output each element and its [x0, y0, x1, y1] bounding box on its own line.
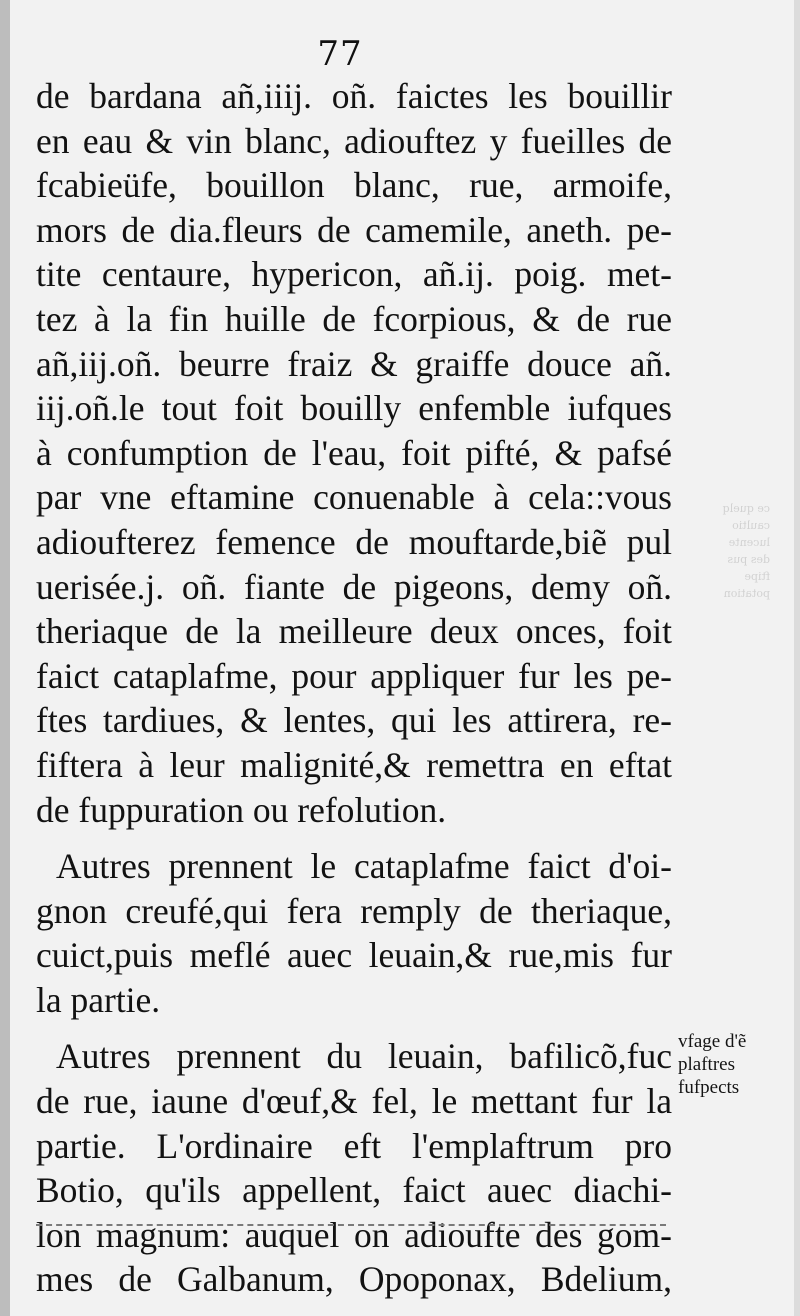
text-line: añ,iij.oñ. beurre fraiz & graiffe douce añ.	[36, 343, 672, 384]
bleed-line: des pus	[727, 553, 770, 566]
text-line: Botio, qu'ils appellent, faict auec diachi-	[36, 1170, 672, 1211]
text-line: Autres prennent du leuain, bafilicõ,fuc	[56, 1036, 672, 1077]
text-line: mors de dia.fleurs de camemile, aneth. pe-	[36, 209, 672, 250]
text-line: adioufterez femence de mouftarde,biẽ pul	[36, 521, 672, 562]
text-line: theriaque de la meilleure deux onces, foit	[36, 611, 672, 652]
bleed-line: ce quelq	[722, 502, 770, 515]
text-line: ftes tardiues, & lentes, qui les attirera, re-	[36, 700, 672, 741]
body-text	[36, 74, 672, 1302]
paragraph-gap	[36, 1022, 672, 1034]
text-line: mes de Galbanum, Opoponax, Bdelium,	[36, 1259, 672, 1300]
paragraph	[36, 1034, 672, 1302]
text-line: en eau & vin blanc, adiouftez y fueilles de	[36, 120, 672, 161]
bleed-line: caultio	[732, 519, 770, 532]
page-number: 77	[317, 34, 363, 74]
bleed-line: ftipe	[744, 570, 770, 583]
text-line: de bardana añ,iiij. oñ. faictes les bouillir	[36, 76, 672, 116]
bleed-through-text	[690, 500, 770, 640]
bleed-line: lucente	[728, 536, 770, 549]
text-line: Autres prennent le cataplafme faict d'oi-	[56, 846, 672, 887]
text-line: de rue, iaune d'œuf,& fel, le mettant fur la	[36, 1081, 672, 1122]
text-line: lon magnum: auquel on adioufte des gom-	[36, 1214, 672, 1255]
page-edge-shadow	[794, 0, 800, 1316]
text-line: à confumption de l'eau, foit pifté, & pafsé	[36, 432, 672, 473]
text-line: uerisée.j. oñ. fiante de pigeons, demy oñ.	[36, 566, 672, 607]
text-line: iij.oñ.le tout foit bouilly enfemble iufques	[36, 388, 672, 429]
text-line: tite centaure, hypericon, añ.ij. poig. met-	[36, 254, 672, 295]
paragraph-gap	[36, 832, 672, 844]
text-line: fiftera à leur malignité,& remettra en eftat	[36, 744, 672, 785]
text-line: par vne eftamine conuenable à cela::vous	[36, 477, 672, 518]
text-line: faict cataplafme, pour appliquer fur les pe-	[36, 655, 672, 696]
marginal-note-line: vfage d'ẽ	[678, 1031, 747, 1052]
bleed-line: potation	[723, 587, 770, 600]
paragraph	[36, 844, 672, 1022]
text-line: fcabieüfe, bouillon blanc, rue, armoife,	[36, 165, 672, 206]
text-line: gnon creufé,qui fera remply de theriaque,	[36, 890, 672, 931]
text-line: de fuppuration ou refolution.	[36, 789, 447, 830]
marginal-note	[678, 1030, 774, 1099]
bottom-rule	[36, 1224, 666, 1226]
text-line: partie. L'ordinaire eft l'emplaftrum pro	[36, 1125, 672, 1166]
text-line: tez à la fin huille de fcorpious, & de rue	[36, 298, 672, 339]
text-line: la partie.	[36, 979, 161, 1020]
text-line: cuict,puis meflé auec leuain,& rue,mis fur	[36, 935, 672, 976]
paragraph	[36, 74, 672, 832]
marginal-note-line: fufpects	[678, 1077, 740, 1098]
spine-shadow	[0, 0, 10, 1316]
marginal-note-line: plaftres	[678, 1054, 735, 1075]
